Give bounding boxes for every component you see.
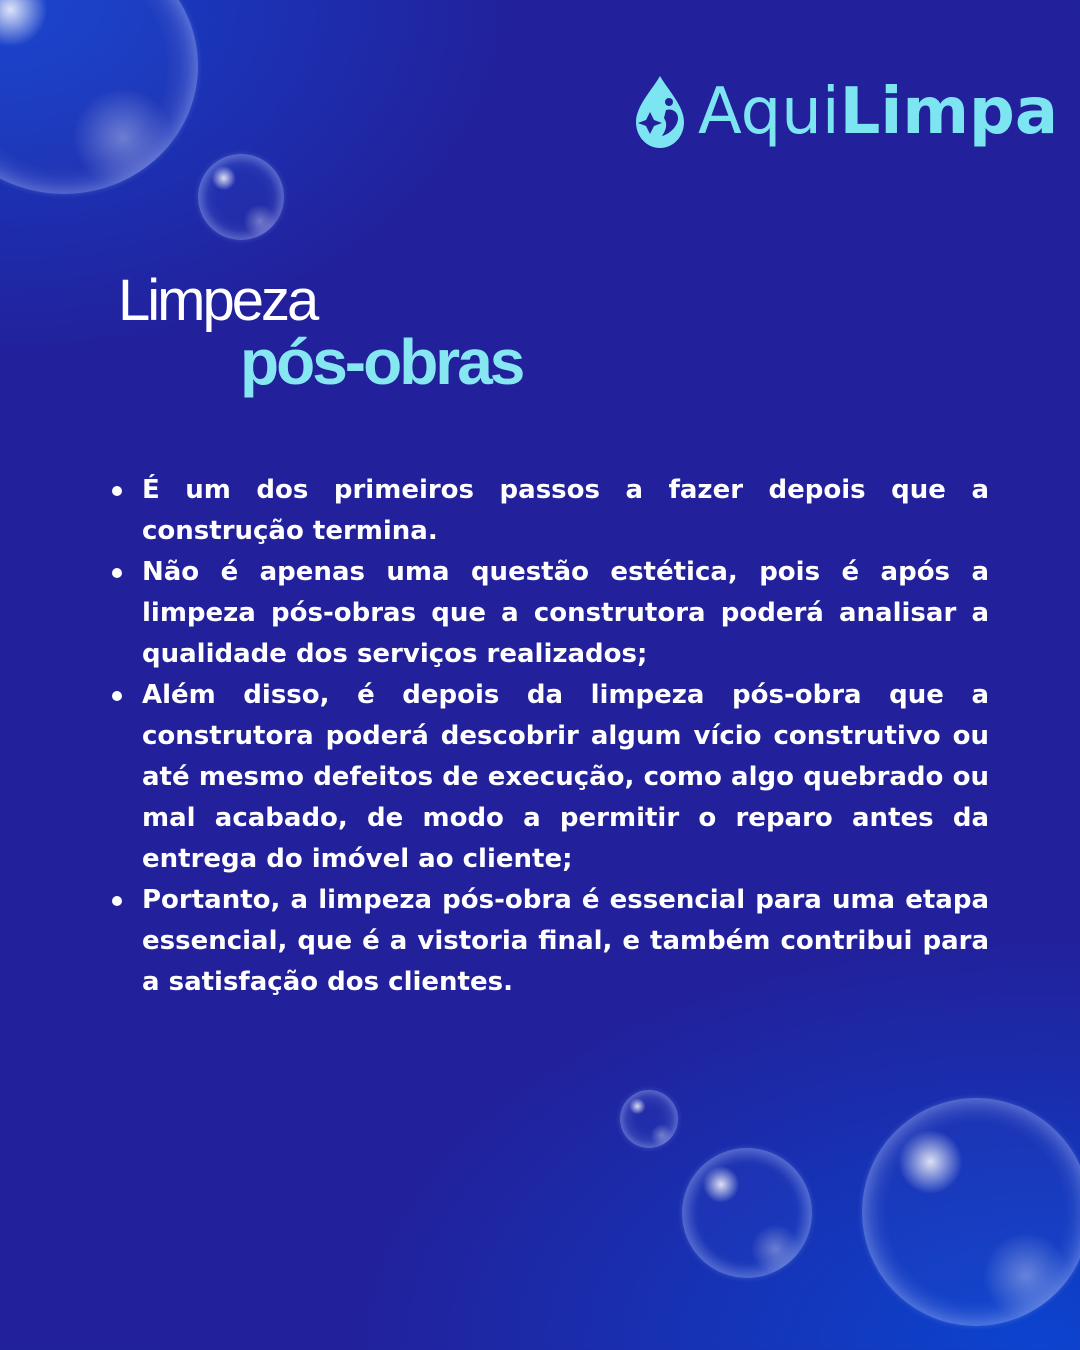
list-item: Não é apenas uma questão estética, pois é após a limpeza pós-obras que a construtora poderá analisar a qualidade dos serviços realizados; [108,552,989,675]
page-title-line2: pós-obras [240,326,523,398]
logo-text-limpa: Limpa [839,75,1058,149]
list-item: Além disso, é depois da limpeza pós-obra que a construtora poderá descobrir algum vício construtivo ou até mesmo defeitos de execução, como algo quebrado ou mal acabado, de modo a permitir o reparo antes da entrega do imóvel ao cliente; [108,675,989,880]
bullet-list [108,470,989,1003]
bubble-bottom-right-large [862,1098,1080,1326]
bubble-bottom-tiny [620,1090,678,1148]
list-item: É um dos primeiros passos a fazer depois que a construção termina. [108,470,989,552]
bubble-top-left-small [198,154,284,240]
water-drop-sparkle-icon [632,74,688,150]
bubble-top-left-large [0,0,198,194]
bubble-bottom-medium [682,1148,812,1278]
page-title-line1: Limpeza [118,268,317,333]
logo-text-aqui: Aqui [697,75,840,149]
list-item: Portanto, a limpeza pós-obra é essencial para uma etapa essencial, que é a vistoria final, e também contribui para a satisfação dos clientes. [108,880,989,1003]
brand-logo [632,72,1058,152]
